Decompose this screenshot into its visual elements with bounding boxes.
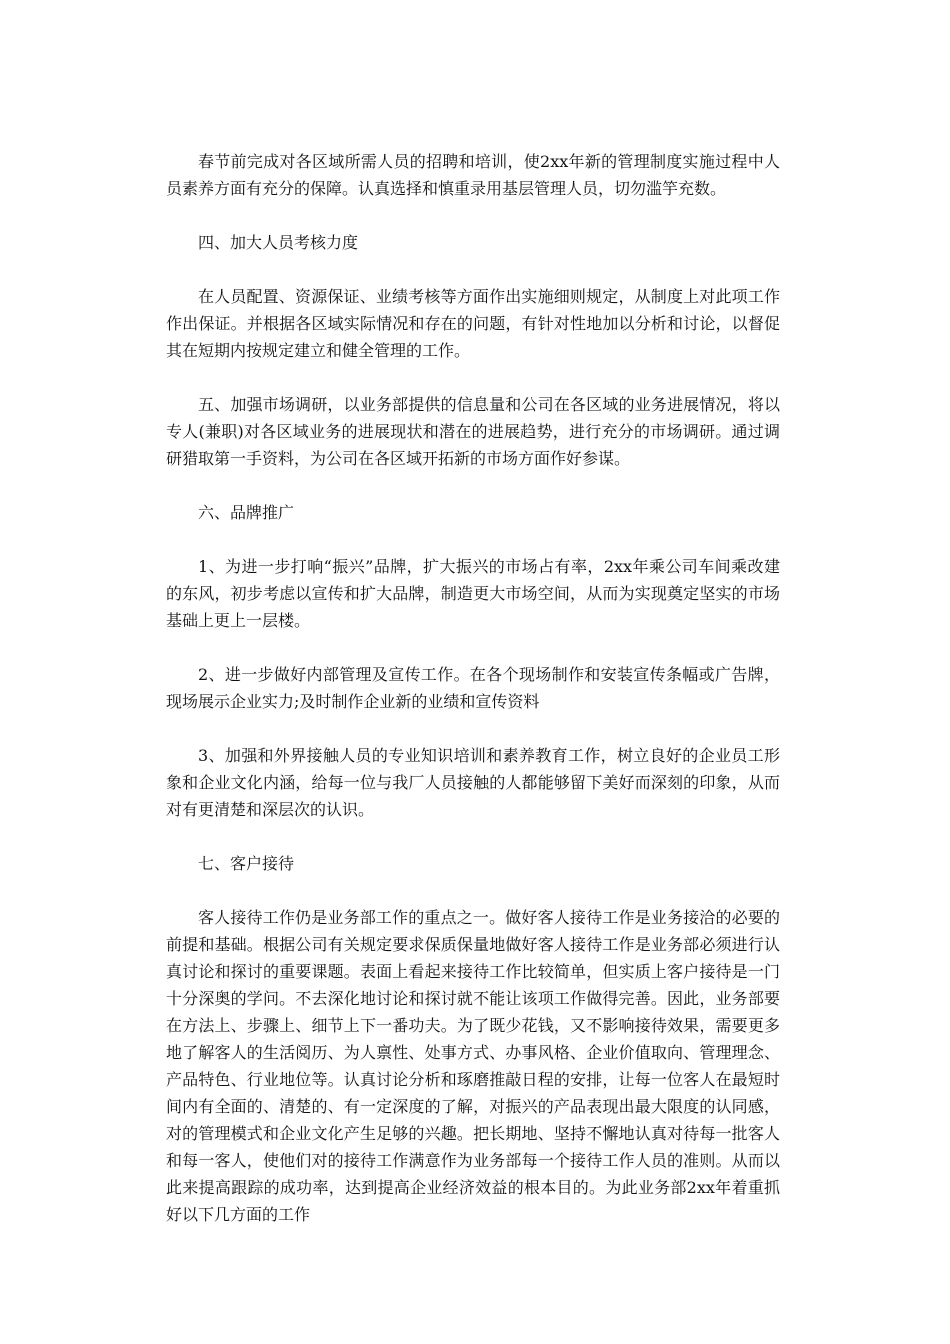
heading-section-4: 四、加大人员考核力度 <box>198 233 359 252</box>
paragraph-brand-item-1: 1、为进一步打响“振兴”品牌，扩大振兴的市场占有率，2xx年乘公司车间乘改建的东风，初步考虑以宣传和扩大品牌，制造更大市场空间，从而为实现奠定坚实的市场基础上更上一层楼。 <box>166 557 780 630</box>
paragraph-market-research: 五、加强市场调研，以业务部提供的信息量和公司在各区域的业务进展情况，将以专人(兼职)对各区域业务的进展现状和潜在的进展趋势，进行充分的市场调研。通过调研猎取第一手资料，为公司在各区域开拓新的市场方面作好参谋。 <box>166 395 780 468</box>
heading-section-6: 六、品牌推广 <box>198 503 295 522</box>
paragraph-brand-item-2: 2、进一步做好内部管理及宣传工作。在各个现场制作和安装宣传条幅或广告牌，现场展示企业实力;及时制作企业新的业绩和宣传资料 <box>166 665 780 711</box>
paragraph-assessment: 在人员配置、资源保证、业绩考核等方面作出实施细则规定，从制度上对此项工作作出保证。并根据各区域实际情况和存在的问题，有针对性地加以分析和讨论，以督促其在短期内按规定建立和健全管理的工作。 <box>166 287 780 360</box>
paragraph-brand-item-3: 3、加强和外界接触人员的专业知识培训和素养教育工作，树立良好的企业员工形象和企业文化内涵，给每一位与我厂人员接触的人都能够留下美好而深刻的印象，从而对有更清楚和深层次的认识。 <box>166 746 780 819</box>
document-page <box>166 148 780 1255</box>
heading-section-7: 七、客户接待 <box>198 854 295 873</box>
paragraph-recruitment: 春节前完成对各区域所需人员的招聘和培训，使2xx年新的管理制度实施过程中人员素养方面有充分的保障。认真选择和慎重录用基层管理人员，切勿滥竽充数。 <box>166 152 780 198</box>
paragraph-customer-reception: 客人接待工作仍是业务部工作的重点之一。做好客人接待工作是业务接洽的必要的前提和基础。根据公司有关规定要求保质保量地做好客人接待工作是业务部必须进行认真讨论和探讨的重要课题。表面上看起来接待工作比较简单，但实质上客户接待是一门十分深奥的学问。不去深化地讨论和探讨就不能让该项工作做得完善。因此，业务部要在方法上、步骤上、细节上下一番功夫。为了既少花钱，又不影响接待效果，需要更多地了解客人的生活阅历、为人禀性、处事方式、办事风格、企业价值取向、管理理念、产品特色、行业地位等。认真讨论分析和琢磨推敲日程的安排，让每一位客人在最短时间内有全面的、清楚的、有一定深度的了解，对振兴的产品表现出最大限度的认同感，对的管理模式和企业文化产生足够的兴趣。把长期地、坚持不懈地认真对待每一批客人和每一客人，使他们对的接待工作满意作为业务部每一个接待工作人员的准则。从而以此来提高跟踪的成功率，达到提高企业经济效益的根本目的。为此业务部2xx年着重抓好以下几方面的工作 <box>166 908 780 1224</box>
